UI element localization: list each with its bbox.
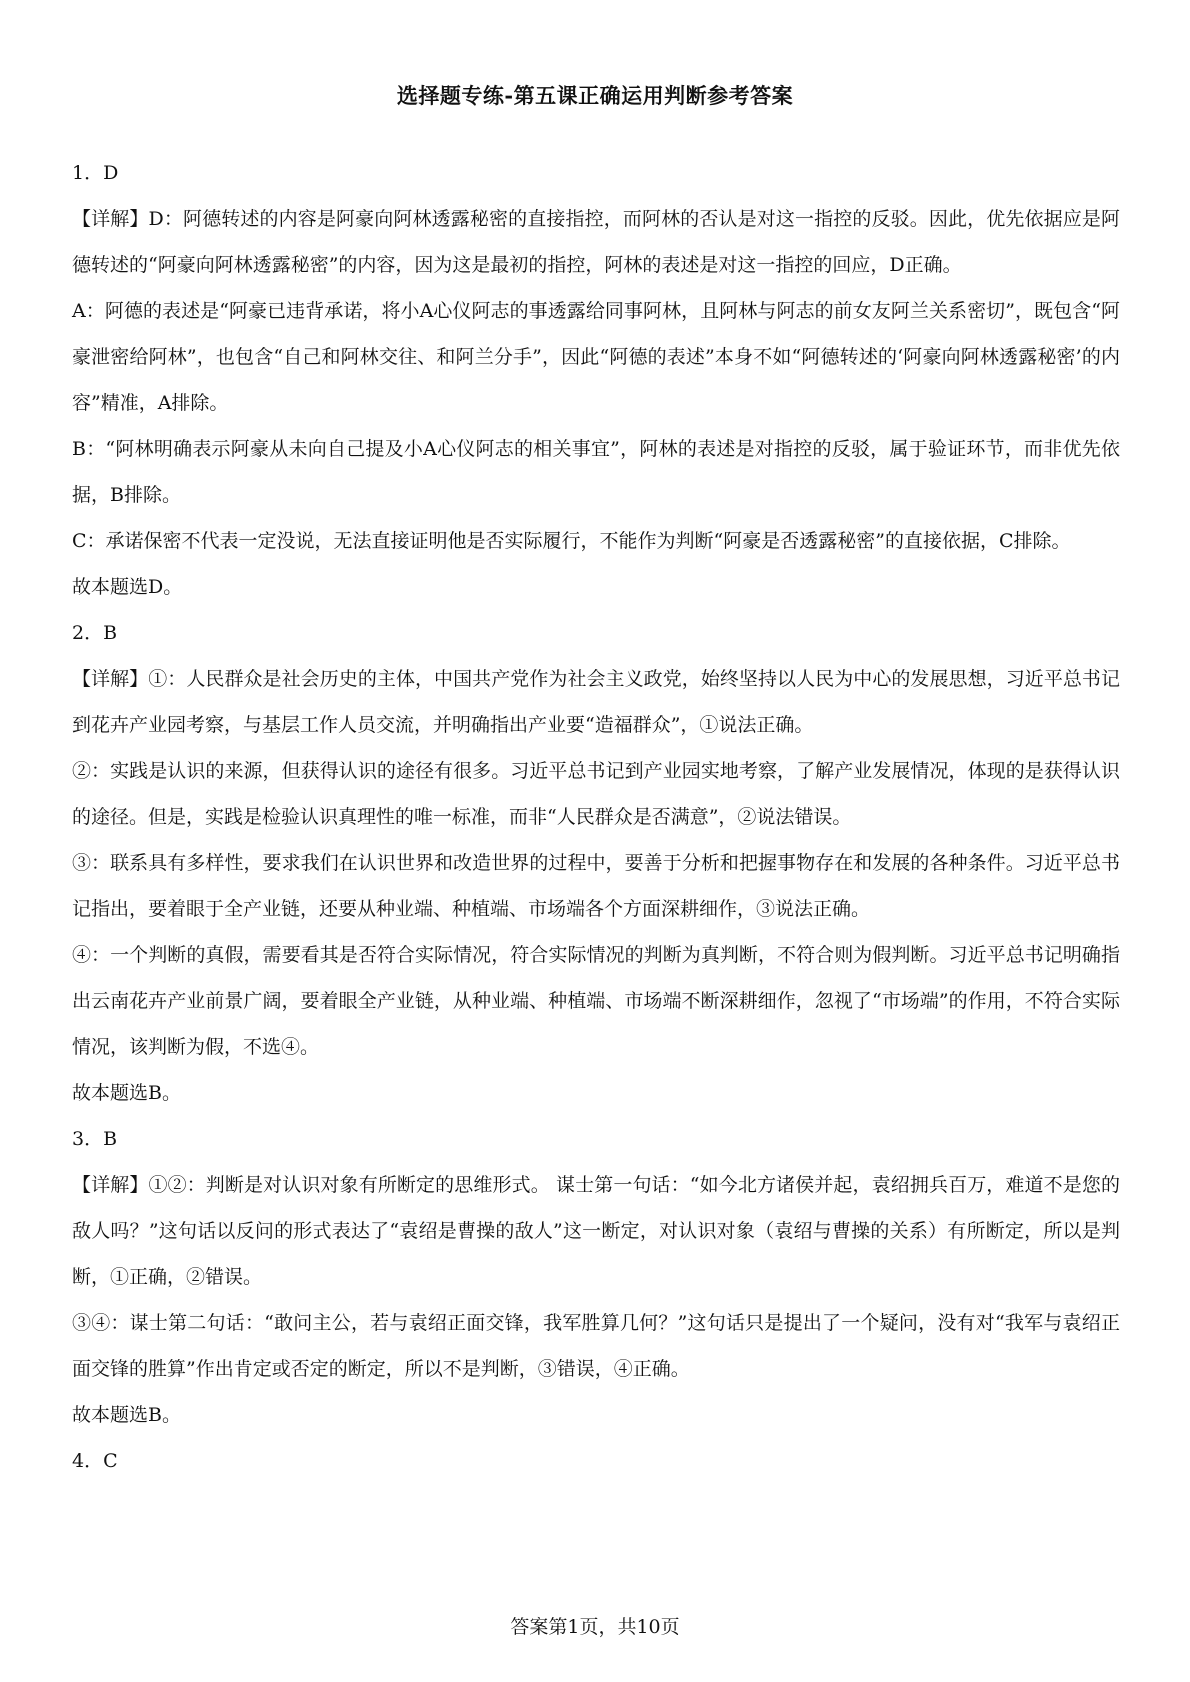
q4-header: 4．C — [72, 1450, 118, 1472]
q1-option-a: A：阿德的表述是“阿豪已违背承诺，将小A心仪阿志的事透露给同事阿林，且阿林与阿志的前女友阿兰关系密切”，既包含“阿豪泄密给阿林”，也包含“自己和阿林交往、和阿兰分手”，因此“阿德的表述”本身不如“阿德转述的‘阿豪向阿林透露秘密’的内容”精准，A排除。 — [72, 300, 1120, 414]
q1-conclusion: 故本题选D。 — [72, 576, 183, 598]
q2-statement-2: ②：实践是认识的来源，但获得认识的途径有很多。习近平总书记到产业园实地考察，了解产业发展情况，体现的是获得认识的途径。但是，实践是检验认识真理性的唯一标准，而非“人民群众是否满意”，②说法错误。 — [72, 760, 1120, 828]
q3-header: 3．B — [72, 1128, 118, 1150]
q2-detail: 【详解】①：人民群众是社会历史的主体，中国共产党作为社会主义政党，始终坚持以人民为中心的发展思想，习近平总书记到花卉产业园考察，与基层工作人员交流，并明确指出产业要“造福群众”，①说法正确。 — [72, 668, 1120, 736]
q3-conclusion: 故本题选B。 — [72, 1404, 181, 1426]
q1-detail: 【详解】D：阿德转述的内容是阿豪向阿林透露秘密的直接指控，而阿林的否认是对这一指控的反驳。因此，优先依据应是阿德转述的“阿豪向阿林透露秘密”的内容，因为这是最初的指控，阿林的表述是对这一指控的回应，D正确。 — [72, 208, 1120, 276]
q3-detail: 【详解】①②：判断是对认识对象有所断定的思维形式。 谋士第一句话：“如今北方诸侯并起，袁绍拥兵百万，难道不是您的敌人吗？”这句话以反问的形式表达了“袁绍是曹操的敌人”这一断定，对认识对象（袁绍与曹操的关系）有所断定，所以是判断，①正确，②错误。 — [72, 1174, 1120, 1288]
q1-header: 1．D — [72, 162, 119, 184]
answer-content — [72, 150, 1120, 1484]
q2-conclusion: 故本题选B。 — [72, 1082, 181, 1104]
q2-statement-4: ④：一个判断的真假，需要看其是否符合实际情况，符合实际情况的判断为真判断，不符合则为假判断。习近平总书记明确指出云南花卉产业前景广阔，要着眼全产业链，从种业端、种植端、市场端不断深耕细作，忽视了“市场端”的作用，不符合实际情况，该判断为假，不选④。 — [72, 944, 1120, 1058]
page-footer: 答案第1页，共10页 — [510, 1616, 680, 1638]
q1-option-c: C：承诺保密不代表一定没说，无法直接证明他是否实际履行，不能作为判断“阿豪是否透露秘密”的直接依据，C排除。 — [72, 530, 1071, 552]
page-title: 选择题专练-第五课正确运用判断参考答案 — [396, 83, 794, 108]
q2-header: 2．B — [72, 622, 118, 644]
q1-option-b: B：“阿林明确表示阿豪从未向自己提及小A心仪阿志的相关事宜”，阿林的表述是对指控的反驳，属于验证环节，而非优先依据，B排除。 — [72, 438, 1120, 506]
q2-statement-3: ③：联系具有多样性，要求我们在认识世界和改造世界的过程中，要善于分析和把握事物存在和发展的各种条件。习近平总书记指出，要着眼于全产业链，还要从种业端、种植端、市场端各个方面深耕细作，③说法正确。 — [72, 852, 1120, 920]
q3-statement-34: ③④：谋士第二句话：“敢问主公，若与袁绍正面交锋，我军胜算几何？”这句话只是提出了一个疑问，没有对“我军与袁绍正面交锋的胜算”作出肯定或否定的断定，所以不是判断，③错误，④正确。 — [72, 1312, 1120, 1380]
